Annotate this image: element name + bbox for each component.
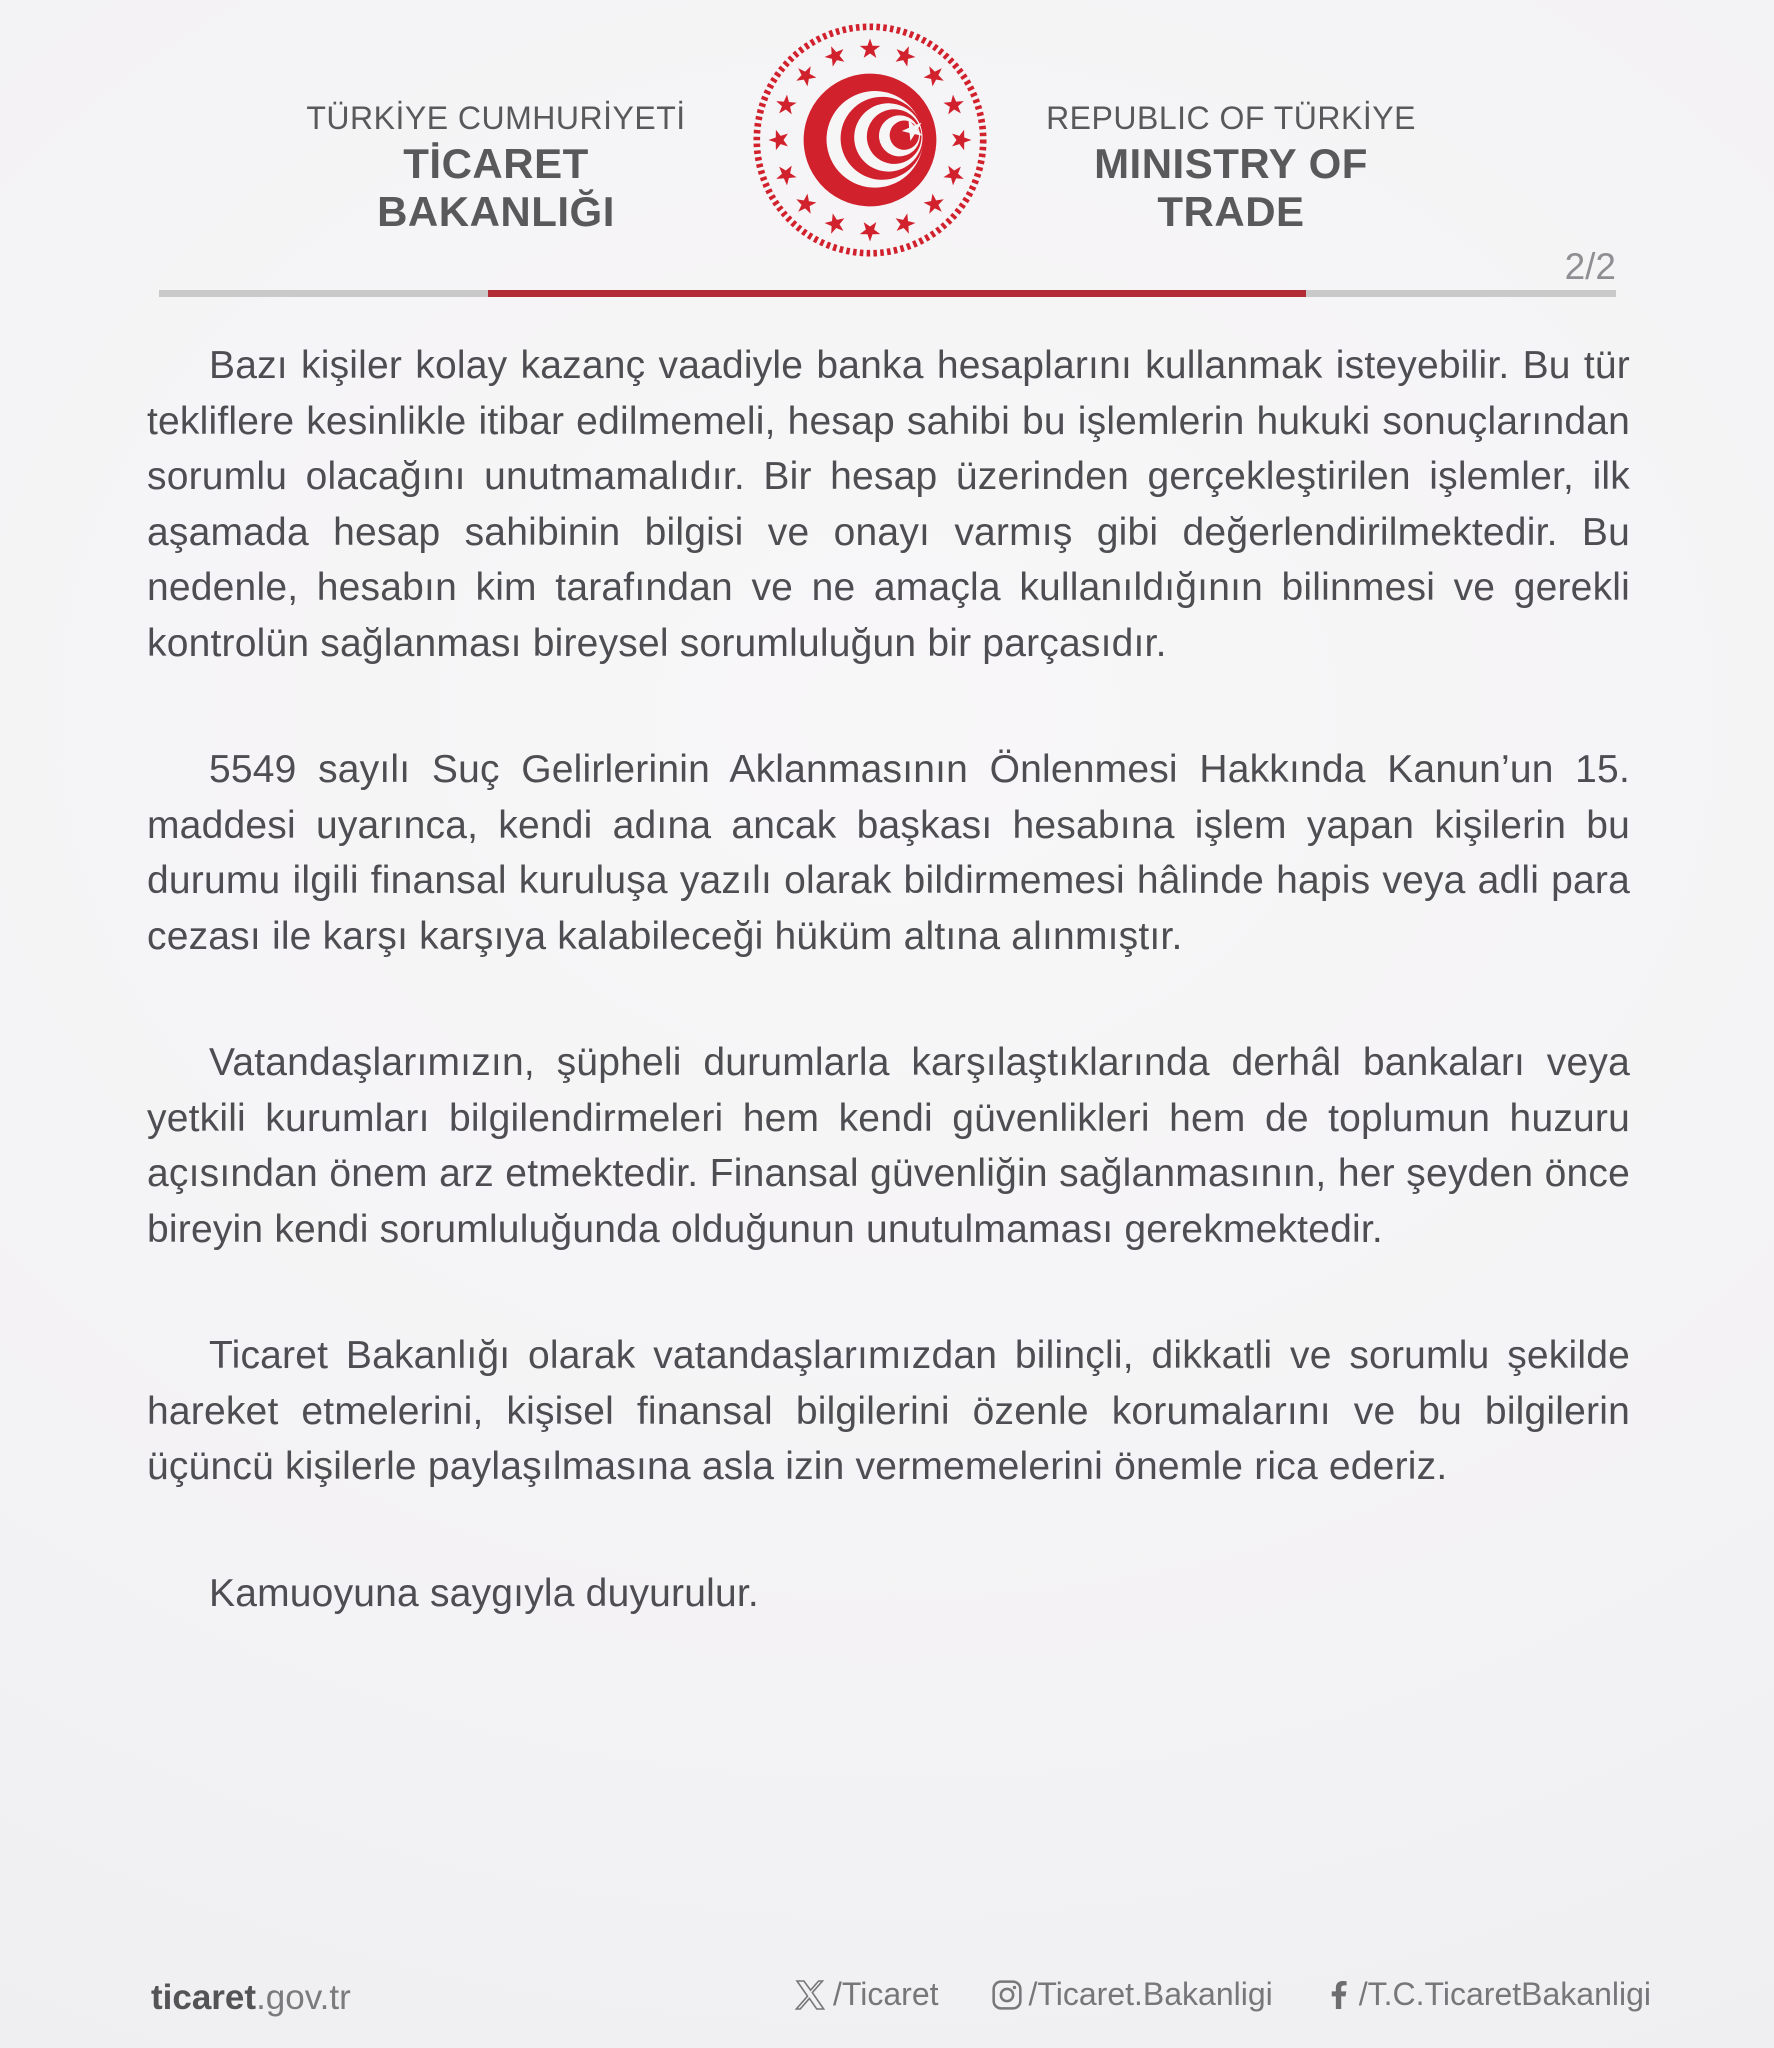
facebook-icon <box>1325 1981 1353 2009</box>
announcement-body <box>147 338 1630 1692</box>
social-instagram <box>991 1976 1273 2013</box>
paragraph-1: Bazı kişiler kolay kazanç vaadiyle banka hesaplarını kullanmak isteyebilir. Bu tür tekliflere kesinlikle itibar edilmemeli, hesap sahibi bu işlemlerin hukuki sonuçlarından sorumlu olacağını unutmamalıdır. Bir hesap üzerinden gerçekleştirilen işlemler, ilk aşamada hesap sahibinin bilgisi ve onayı varmış gibi değerlendirilmektedir. Bu nedenle, hesabın kim tarafından ve ne amaçla kullanıldığının bilinmesi ve gerekli kontrolün sağlanması bireysel sorumluluğun bir parçasıdır. <box>147 344 1630 665</box>
republic-line-tr: TÜRKİYE CUMHURİYETİ <box>306 100 686 136</box>
facebook-handle: /T.C.TicaretBakanligi <box>1358 1976 1651 2012</box>
paragraph-3: Vatandaşlarımızın, şüpheli durumlarla karşılaştıklarında derhâl bankaları veya yetkili kurumları bilgilendirmeleri hem kendi güvenlikleri hem de toplumun huzuru açısından önem arz etmektedir. Finansal güvenliğin sağlanmasının, her şeyden önce bireyin kendi sorumluluğunda olduğunun unutulmaması gerekmektedir. <box>147 1041 1630 1251</box>
ministry-line-tr: TİCARET BAKANLIĞI <box>377 140 615 235</box>
social-x <box>795 1976 939 2013</box>
ministry-title-turkish <box>286 96 706 236</box>
ministry-title-english <box>1021 96 1441 236</box>
divider-red-segment <box>488 290 1305 297</box>
website-bold-part: ticaret <box>151 1978 257 2017</box>
paragraph-4: Ticaret Bakanlığı olarak vatandaşlarımızdan bilinçli, dikkatli ve sorumlu şekilde hareket etmelerini, kişisel finansal bilgilerini özenle korumalarını ve bu bilgilerin üçüncü kişilerle paylaşılmasına asla izin vermemelerini önemle rica ederiz. <box>147 1334 1630 1488</box>
website-rest-part: .gov.tr <box>256 1978 351 2017</box>
social-links <box>795 1976 1651 2013</box>
ministry-of-trade-emblem-icon <box>748 18 992 262</box>
divider-line <box>159 290 1616 297</box>
republic-line-en: REPUBLIC OF TÜRKİYE <box>1046 100 1416 136</box>
x-handle: /Ticaret <box>833 1976 939 2012</box>
instagram-icon <box>991 1979 1023 2011</box>
instagram-handle: /Ticaret.Bakanligi <box>1028 1976 1273 2012</box>
x-icon <box>795 1979 827 2011</box>
social-facebook <box>1325 1976 1651 2013</box>
closing-line: Kamuoyuna saygıyla duyurulur. <box>209 1571 759 1615</box>
page-indicator: 2/2 <box>1564 246 1616 287</box>
ministry-line-en: MINISTRY OF TRADE <box>1094 140 1368 235</box>
nested-crescents <box>795 65 945 215</box>
paragraph-2: 5549 sayılı Suç Gelirlerinin Aklanmasının Önlenmesi Hakkında Kanun’un 15. maddesi uyarınca, kendi adına ancak başkası hesabına işlem yapan kişilerin bu durumu ilgili finansal kuruluşa yazılı olarak bildirmemesi hâlinde hapis veya adli para cezası ile karşı karşıya kalabileceği hüküm altına alınmıştır. <box>147 748 1630 958</box>
footer <box>0 1970 1774 2030</box>
website-url <box>151 1978 351 2018</box>
